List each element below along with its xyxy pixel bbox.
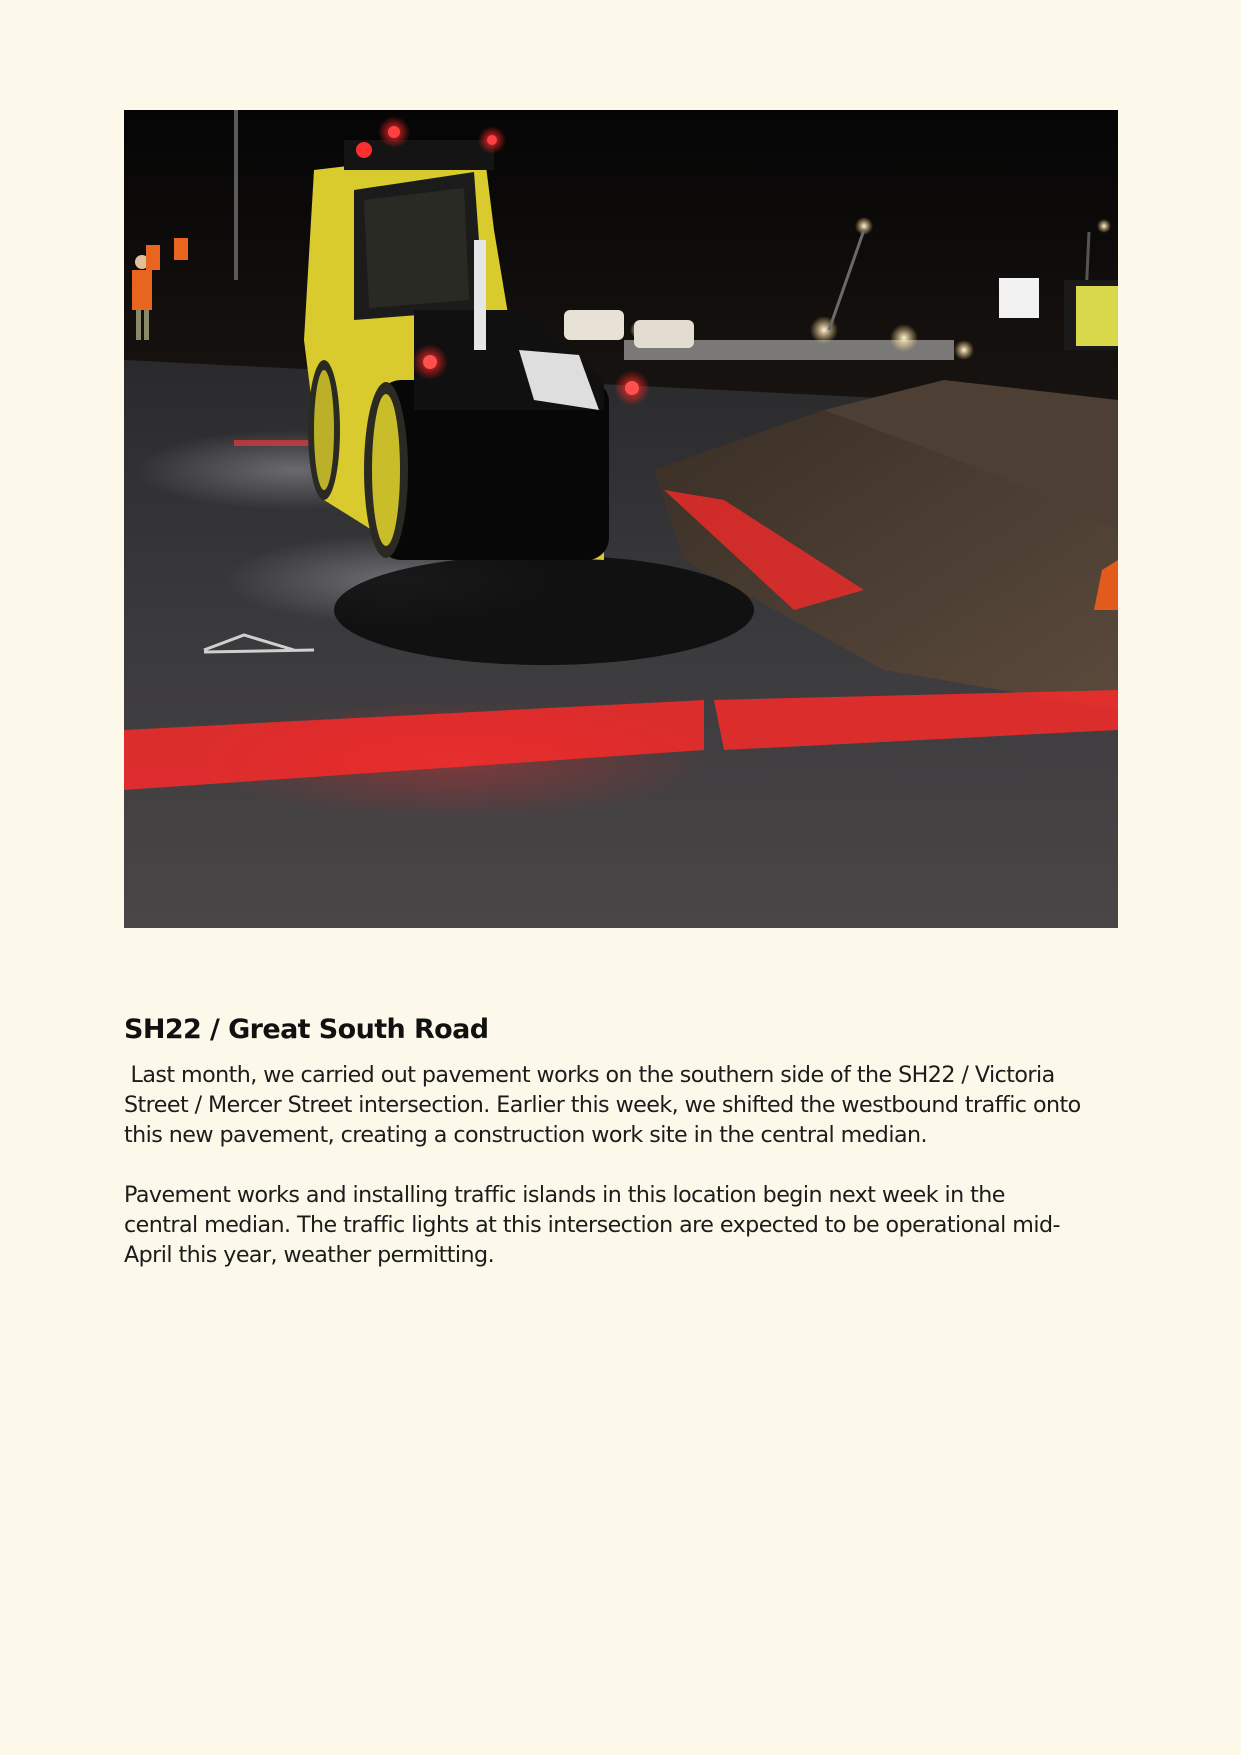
roadworks-photo	[124, 110, 1118, 928]
article-paragraph-2: Pavement works and installing traffic islands in this location begin next week in the central median. The traffic lights at this intersection are expected to be operational mid-April this year, weather permitting.	[124, 1182, 1060, 1268]
article	[124, 1010, 1088, 1270]
article-heading: SH22 / Great South Road	[124, 1014, 489, 1045]
article-paragraph-1: Last month, we carried out pavement works on the southern side of the SH22 / Victoria Street / Mercer Street intersection. Earlier this week, we shifted the westbound traffic onto this new pavement, creating a construction work site in the central median.	[124, 1062, 1088, 1148]
